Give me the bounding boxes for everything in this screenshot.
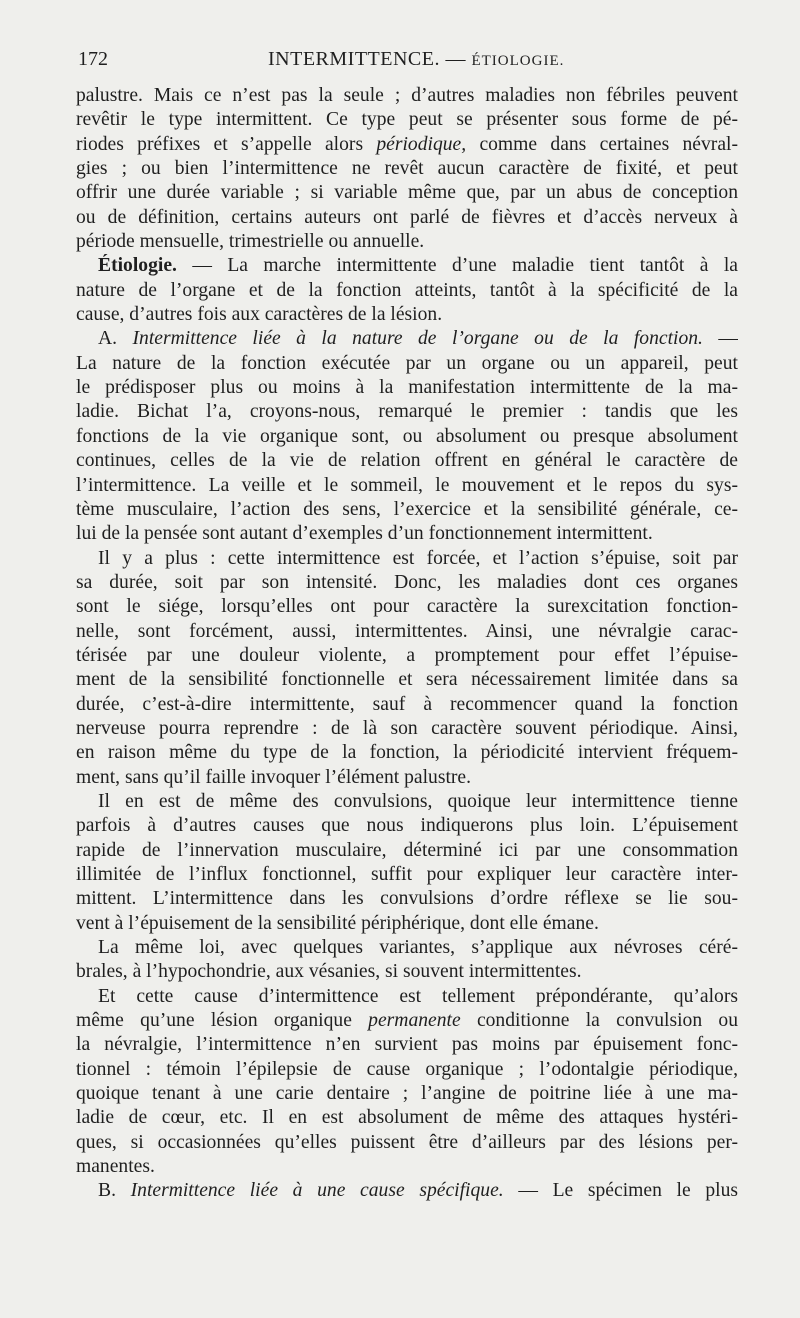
text-segment: brales, à l’hypochondrie, aux vésanies, si souvent intermittentes. [76, 961, 582, 983]
text-line [76, 887, 738, 911]
text-segment: nerveuse pourra reprendre : de là son caractère souvent périodique. Ainsi, [76, 717, 738, 739]
text-segment: mittent. L’intermittence dans les convulsions d’ordre réflexe se lie sou- [76, 888, 738, 910]
italic-text: périodique, [376, 133, 467, 155]
text-segment: A. [98, 328, 133, 350]
text-line [76, 181, 738, 205]
text-segment: comme dans certaines névral- [466, 133, 738, 155]
text-line [76, 1131, 738, 1155]
text-segment: La nature de la fonction exécutée par un organe ou un appareil, peut [76, 352, 738, 374]
text-line [76, 133, 738, 157]
text-line [76, 1033, 738, 1057]
text-line [76, 790, 738, 814]
page-number: 172 [78, 48, 108, 70]
text-segment: sa durée, soit par son intensité. Donc, les maladies dont ces organes [76, 571, 738, 593]
text-segment: quoique tenant à une carie dentaire ; l’angine de poitrine liée à une ma- [76, 1083, 738, 1105]
text-line [76, 376, 738, 400]
text-segment: le prédisposer plus ou moins à la manifestation intermittente de la ma- [76, 377, 738, 399]
text-segment: l’intermittence. La veille et le sommeil, le mouvement et le repos du sys- [76, 474, 738, 496]
text-segment: offrir une durée variable ; si variable même que, par un abus de conception [76, 182, 738, 204]
text-line [76, 985, 738, 1009]
text-line [76, 693, 738, 717]
text-segment: tème musculaire, l’action des sens, l’exercice et la sensibilité générale, ce- [76, 498, 738, 520]
text-segment: gies ; ou bien l’intermittence ne revêt aucun caractère de fixité, et peut [76, 158, 738, 180]
text-line [76, 157, 738, 181]
text-line [76, 717, 738, 741]
text-segment: revêtir le type intermittent. Ce type peut se présenter sous forme de pé- [76, 109, 738, 131]
text-segment: période mensuelle, trimestrielle ou annuelle. [76, 231, 425, 253]
text-segment: ladie de cœur, etc. Il en est absolument de même des attaques hystéri- [76, 1107, 738, 1129]
text-segment: en raison même du type de la fonction, la périodicité intervient fréquem- [76, 742, 738, 764]
text-line [76, 936, 738, 960]
text-segment: ou de définition, certains auteurs ont parlé de fièvres et d’accès nerveux à [76, 206, 738, 228]
text-segment: continues, celles de la vie de relation offrent en général le caractère de [76, 450, 738, 472]
text-line [76, 1179, 738, 1203]
text-segment: lui de la pensée sont autant d’exemples d’un fonctionnement intermittent. [76, 523, 653, 545]
text-line [76, 547, 738, 571]
text-segment: La même loi, avec quelques variantes, s’applique aux névroses céré- [98, 937, 738, 959]
text-segment: ment de la sensibilité fonctionnelle et sera nécessairement limitée dans sa [76, 669, 738, 691]
running-title-section: ÉTIOLOGIE. [471, 53, 565, 69]
text-line [76, 352, 738, 376]
text-segment: nelle, sont forcément, aussi, intermittentes. Ainsi, une névralgie carac- [76, 620, 738, 642]
text-line [76, 303, 738, 327]
text-line [76, 498, 738, 522]
text-segment: ment, sans qu’il faille invoquer l’élément palustre. [76, 766, 472, 788]
text-segment: nature de l’organe et de la fonction atteints, tantôt à la spécificité de la [76, 279, 738, 301]
text-line [76, 230, 738, 254]
text-line [76, 327, 738, 351]
text-line [76, 84, 738, 108]
italic-text: Intermittence liée à une cause spécifique. [130, 1180, 504, 1202]
text-line [76, 522, 738, 546]
text-segment: même qu’une lésion organique [76, 1010, 369, 1032]
running-header [78, 48, 738, 76]
text-segment: Il y a plus : cette intermittence est forcée, et l’action s’épuise, soit par [98, 547, 738, 569]
text-line [76, 279, 738, 303]
running-title [268, 48, 564, 71]
text-segment: vent à l’épuisement de la sensibilité périphérique, dont elle émane. [76, 912, 599, 934]
text-segment: fonctions de la vie organique sont, ou absolument ou presque absolument [76, 425, 738, 447]
text-segment: sont le siége, lorsqu’elles ont pour caractère la surexcitation fonction- [76, 596, 738, 618]
text-line [76, 425, 738, 449]
text-line [76, 571, 738, 595]
text-segment: riodes préfixes et s’appelle alors [76, 133, 377, 155]
text-segment: tionnel : témoin l’épilepsie de cause organique ; l’odontalgie périodique, [76, 1058, 738, 1080]
text-line [76, 474, 738, 498]
text-segment: cause, d’autres fois aux caractères de la lésion. [76, 304, 443, 326]
text-segment: palustre. Mais ce n’est pas la seule ; d’autres maladies non fébriles peuvent [76, 85, 738, 106]
text-line [76, 206, 738, 230]
text-line [76, 1082, 738, 1106]
text-line [76, 1155, 738, 1179]
text-line [76, 863, 738, 887]
text-line [76, 839, 738, 863]
text-segment: manentes. [76, 1156, 155, 1178]
text-line [76, 960, 738, 984]
text-line [76, 741, 738, 765]
text-segment: Il en est de même des convulsions, quoique leur intermittence tienne [98, 790, 738, 812]
text-line [76, 912, 738, 936]
text-segment: Et cette cause d’intermittence est tellement prépondérante, qu’alors [98, 985, 738, 1007]
text-segment: ques, si occasionnées qu’elles puissent être d’ailleurs par des lésions per- [76, 1131, 738, 1153]
text-segment: rapide de l’innervation musculaire, déterminé ici par une consommation [76, 839, 738, 861]
text-line [76, 108, 738, 132]
text-segment: durée, c’est-à-dire intermittente, sauf à recommencer quand la fonction [76, 693, 738, 715]
text-line [76, 1058, 738, 1082]
text-line [76, 254, 738, 278]
text-line [76, 1009, 738, 1033]
text-segment: parfois à d’autres causes que nous indiquerons plus loin. L’épuisement [76, 815, 738, 837]
text-segment: térisée par une douleur violente, a promptement pour effet l’épuise- [76, 644, 738, 666]
text-line [76, 766, 738, 790]
running-title-main: INTERMITTENCE. — [268, 48, 466, 70]
text-line [76, 620, 738, 644]
text-line [76, 814, 738, 838]
text-segment: — La marche intermittente d’une maladie tient tantôt à la [176, 255, 738, 277]
text-segment: conditionne la convulsion ou [460, 1010, 738, 1032]
italic-text: permanente [368, 1010, 461, 1032]
text-segment: B. [98, 1180, 131, 1202]
text-segment: illimitée de l’influx fonctionnel, suffit pour expliquer leur caractère inter- [76, 864, 738, 885]
text-segment: ladie. Bichat l’a, croyons-nous, remarqué le premier : tandis que les [76, 401, 738, 423]
text-segment: — Le spécimen le plus [503, 1180, 738, 1202]
italic-text: Intermittence liée à la nature de l’organe ou de la fonction. [132, 328, 703, 350]
text-line [76, 595, 738, 619]
text-line [76, 449, 738, 473]
section-heading: Étiologie. [98, 255, 177, 277]
text-line [76, 668, 738, 692]
text-line [76, 644, 738, 668]
text-line [76, 400, 738, 424]
body-text [76, 84, 738, 1204]
text-segment: la névralgie, l’intermittence n’en survient pas moins par épuisement fonc- [76, 1034, 738, 1056]
text-segment: — [702, 328, 738, 350]
text-line [76, 1106, 738, 1130]
